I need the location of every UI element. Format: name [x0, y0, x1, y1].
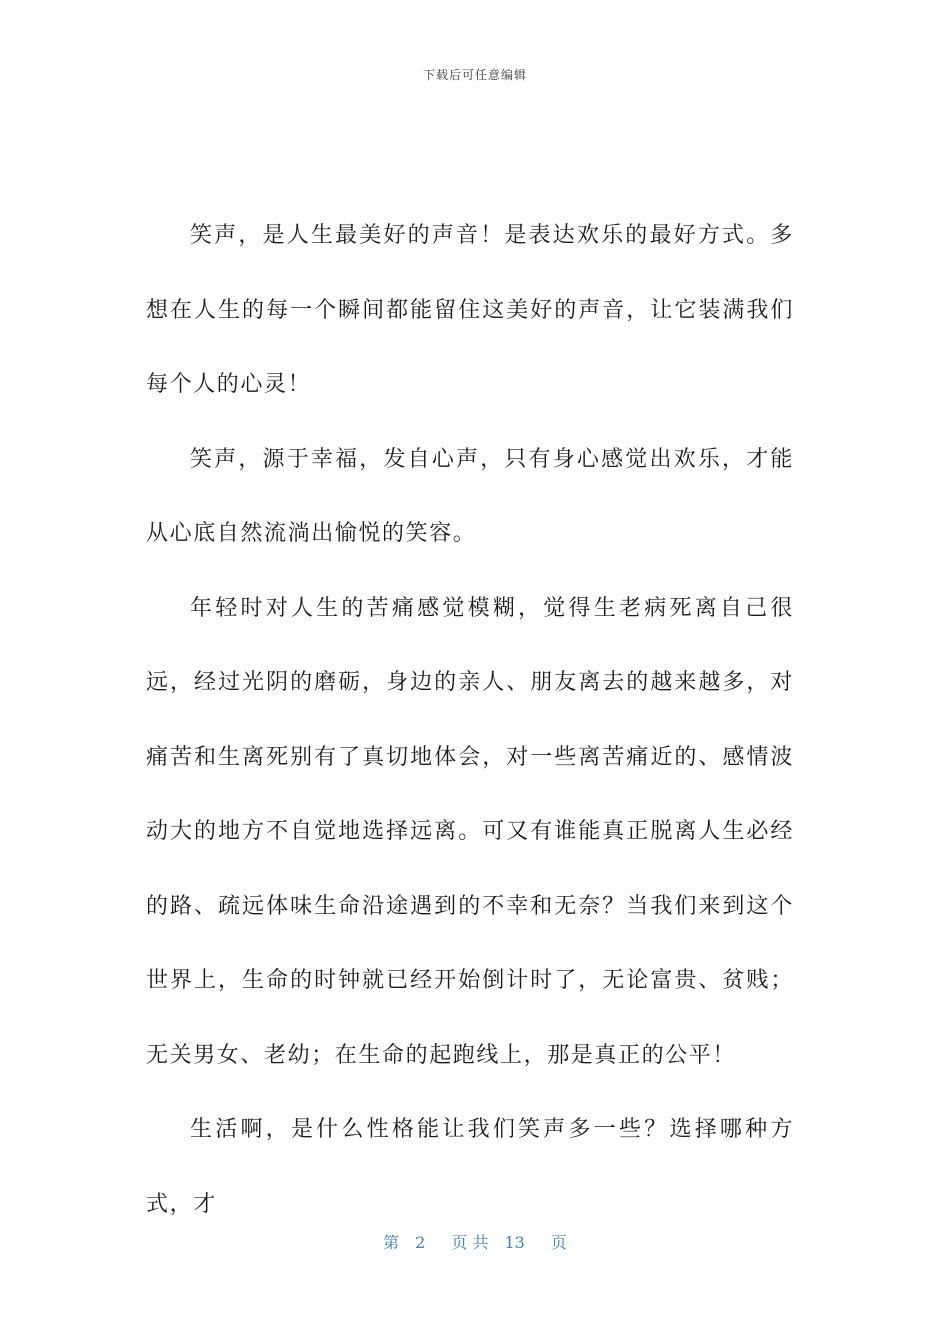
footer-page-prefix: 第 — [383, 1233, 400, 1252]
page-header-note: 下载后可任意编辑 — [422, 68, 527, 82]
footer-total-pages: 13 — [504, 1233, 525, 1252]
page-footer — [0, 1230, 950, 1253]
paragraph-4: 生活啊，是什么性格能让我们笑声多一些？选择哪种方式，才 — [146, 1117, 794, 1217]
document-body — [146, 199, 794, 1242]
footer-page-mid: 页 共 — [451, 1233, 489, 1252]
paragraph-2: 笑声，源于幸福，发自心声，只有身心感觉出欢乐，才能从心底自然流淌出愉悦的笑容。 — [146, 446, 794, 546]
footer-page-suffix: 页 — [550, 1233, 567, 1252]
paragraph-1: 笑声，是人生最美好的声音！是表达欢乐的最好方式。多想在人生的每一个瞬间都能留住这美好的声音，让它装满我们每个人的心灵！ — [146, 223, 794, 397]
paragraph-3: 年轻时对人生的苦痛感觉模糊，觉得生老病死离自己很远，经过光阴的磨砺，身边的亲人、朋友离去的越来越多，对痛苦和生离死别有了真切地体会，对一些离苦痛近的、感情波动大的地方不自觉地选择远离。可又有谁能真正脱离人生必经的路、疏远体味生命沿途遇到的不幸和无奈？当我们来到这个世界上，生命的时钟就已经开始倒计时了，无论富贵、贫贱；无关男女、老幼；在生命的起跑线上，那是真正的公平！ — [146, 595, 794, 1068]
footer-current-page: 2 — [415, 1233, 426, 1252]
